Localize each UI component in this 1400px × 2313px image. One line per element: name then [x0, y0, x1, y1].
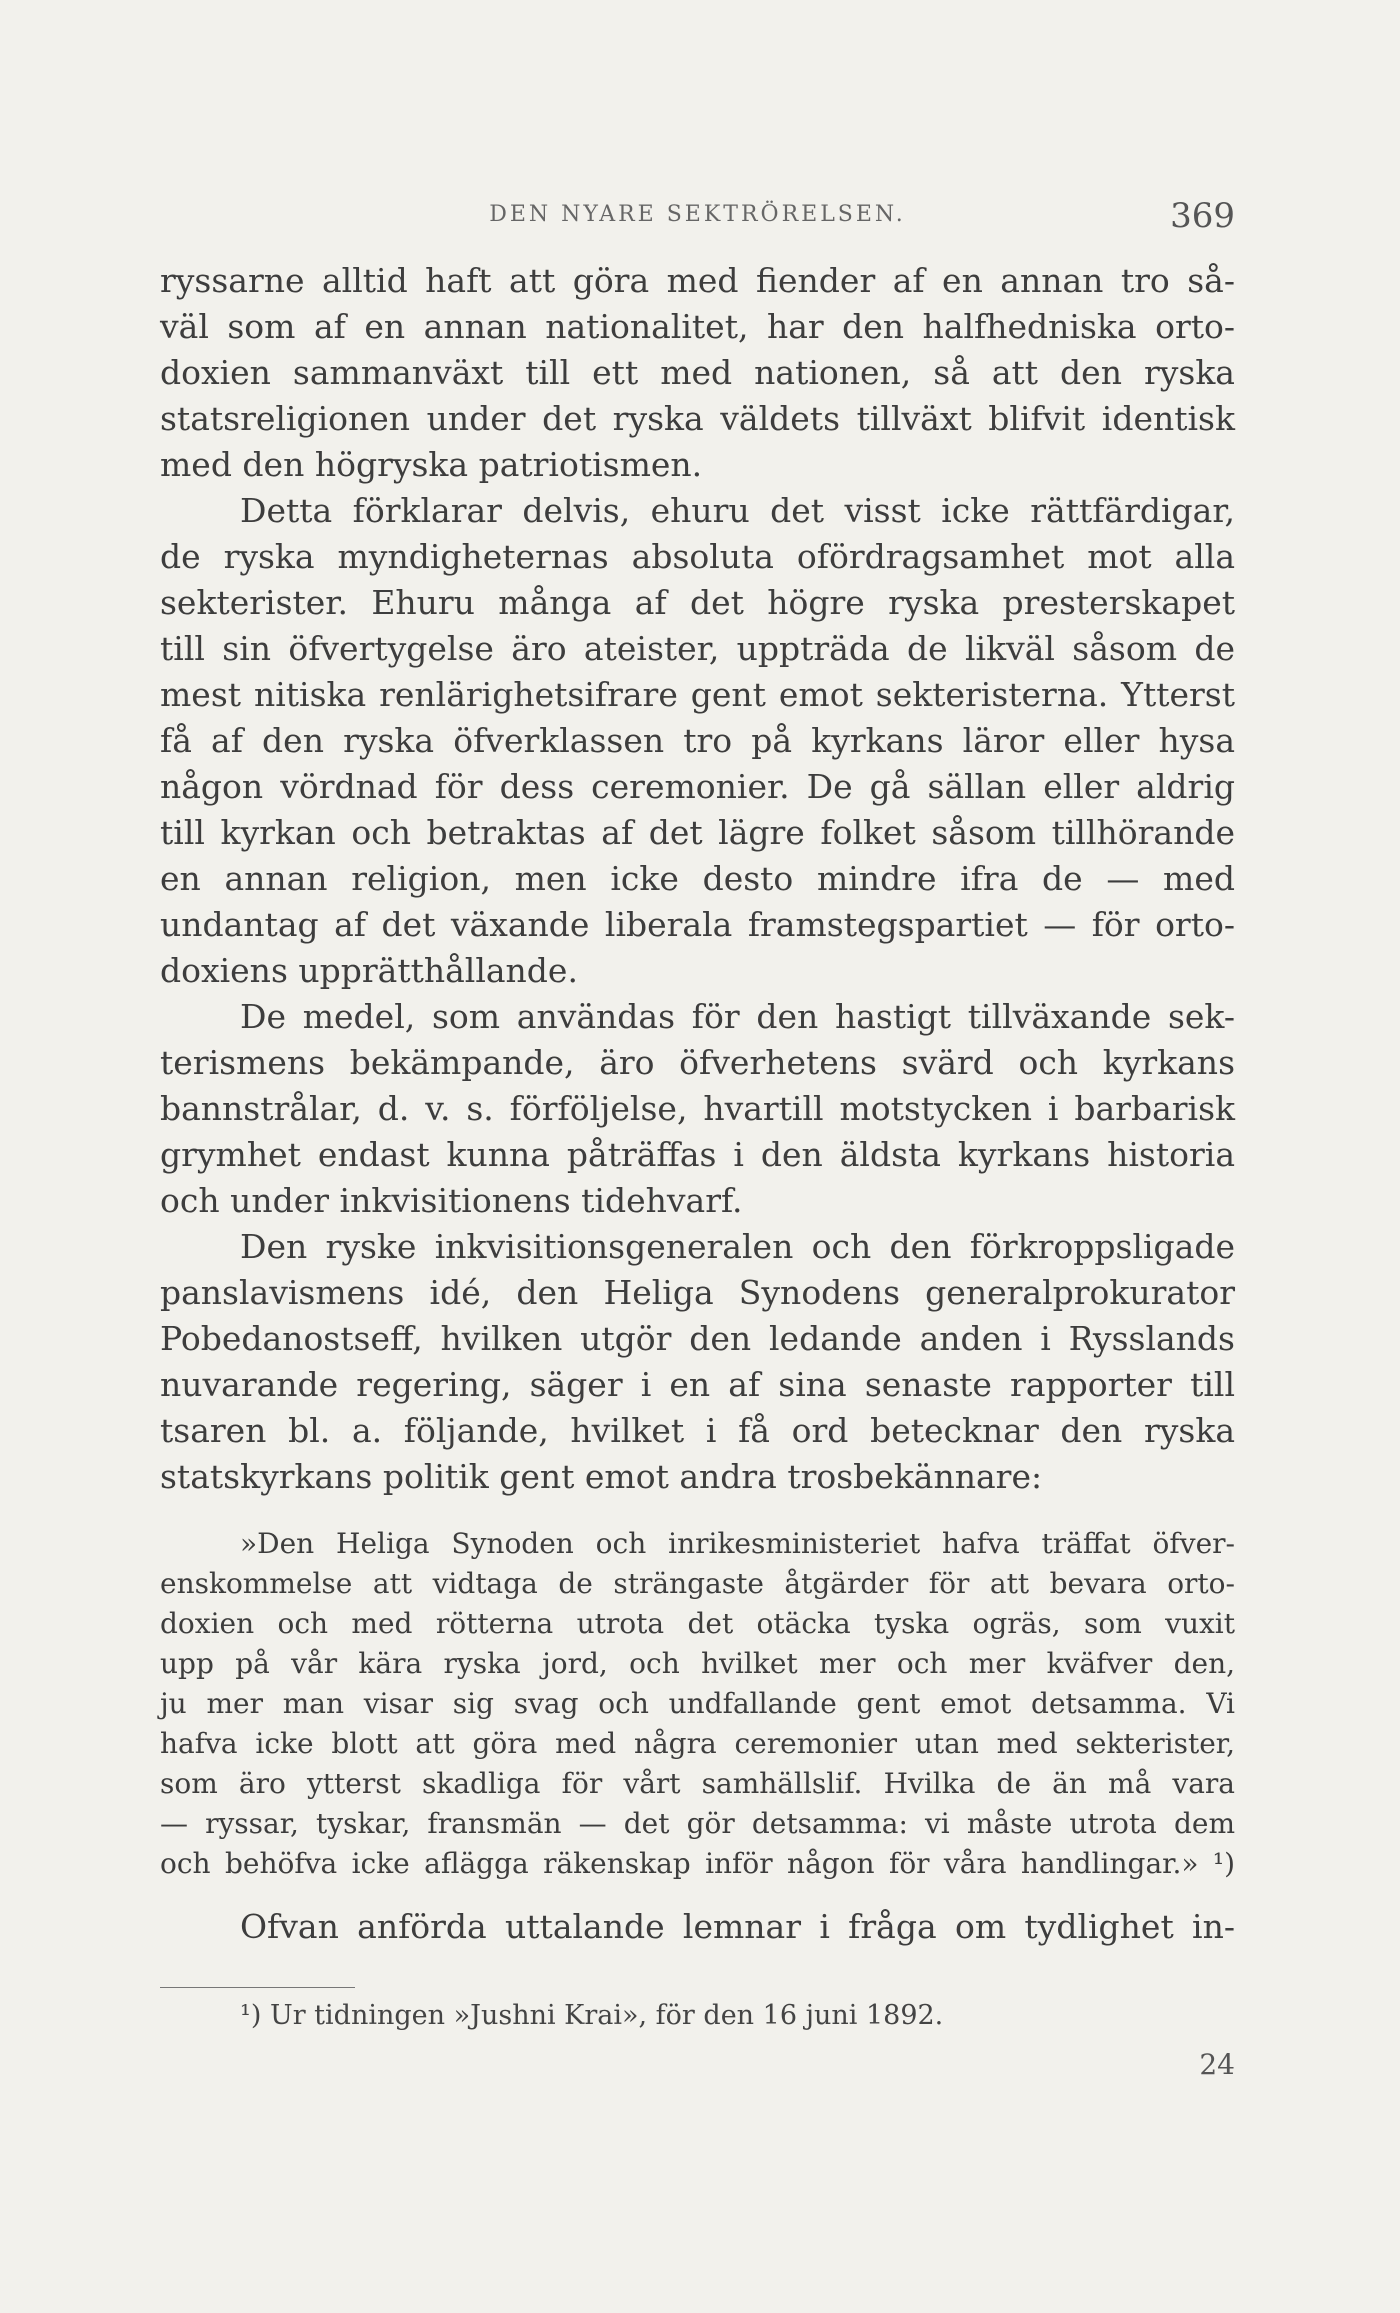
text-line: »Den Heliga Synoden och inrikesministeriet hafva träffat öfver- [240, 1527, 1235, 1560]
text-line: sekterister. Ehuru många af det högre ryska presterskapet [160, 583, 1235, 622]
text-line: De medel, som användas för den hastigt tillväxande sek- [240, 997, 1235, 1036]
text-line: Detta förklarar delvis, ehuru det visst icke rättfärdigar, [240, 491, 1235, 530]
text-line: mest nitiska renlärighetsifrare gent emot sekteristerna. Ytterst [160, 675, 1235, 714]
text-line: och behöfva icke aflägga räkenskap inför någon för våra handlingar.» ¹) [160, 1847, 1235, 1880]
text-line: till sin öfvertygelse äro ateister, uppträda de likväl såsom de [160, 629, 1235, 668]
text-line: de ryska myndigheternas absoluta ofördragsamhet mot alla [160, 537, 1235, 576]
footnote: ¹) Ur tidningen »Jushni Krai», för den 16 juni 1892. [240, 2000, 944, 2031]
continuation-paragraph [160, 1904, 1235, 1950]
block-quote [160, 1524, 1235, 1884]
text-line: upp på vår kära ryska jord, och hvilket mer och mer kväfver den, [160, 1647, 1235, 1680]
text-line: undantag af det växande liberala framstegspartiet — för orto- [160, 905, 1235, 944]
text-line: statsreligionen under det ryska väldets tillväxt blifvit identisk [160, 399, 1235, 438]
page-number: 369 [1170, 196, 1235, 236]
text-line: ju mer man visar sig svag och undfallande gent emot detsamma. Vi [160, 1687, 1235, 1720]
signature-mark: 24 [1199, 2048, 1235, 2081]
text-line: väl som af en annan nationalitet, har den halfhedniska orto- [160, 307, 1235, 346]
text-line: och under inkvisitionens tidehvarf. [160, 1181, 743, 1220]
running-title: DEN NYARE SEKTRÖRELSEN. [489, 202, 906, 227]
text-line: få af den ryska öfverklassen tro på kyrkans läror eller hysa [160, 721, 1235, 760]
main-paragraphs [160, 258, 1235, 1500]
text-line: Den ryske inkvisitionsgeneralen och den förkroppsligade [240, 1227, 1235, 1266]
text-line: med den högryska patriotismen. [160, 445, 703, 484]
text-line: Pobedanostseff, hvilken utgör den ledande anden i Rysslands [160, 1319, 1235, 1358]
text-line: Ofvan anförda uttalande lemnar i fråga om tydlighet in- [240, 1907, 1235, 1946]
body-text [160, 258, 1235, 1950]
text-line: doxiens upprätthållande. [160, 951, 578, 990]
text-line: terismens bekämpande, äro öfverhetens svärd och kyrkans [160, 1043, 1235, 1082]
text-line: panslavismens idé, den Heliga Synodens generalprokurator [160, 1273, 1235, 1312]
text-line: bannstrålar, d. v. s. förföljelse, hvartill motstycken i barbarisk [160, 1089, 1235, 1128]
text-line: hafva icke blott att göra med några ceremonier utan med sekterister, [160, 1727, 1235, 1760]
text-line: tsaren bl. a. följande, hvilket i få ord betecknar den ryska [160, 1411, 1235, 1450]
footnote-rule [160, 1987, 355, 1988]
text-line: nuvarande regering, säger i en af sina senaste rapporter till [160, 1365, 1235, 1404]
text-line: statskyrkans politik gent emot andra trosbekännare: [160, 1457, 1043, 1496]
text-line: grymhet endast kunna påträffas i den äldsta kyrkans historia [160, 1135, 1235, 1174]
text-line: doxien sammanväxt till ett med nationen, så att den ryska [160, 353, 1235, 392]
text-line: någon vördnad för dess ceremonier. De gå sällan eller aldrig [160, 767, 1235, 806]
text-line: enskommelse att vidtaga de strängaste åtgärder för att bevara orto- [160, 1567, 1235, 1600]
text-line: ryssarne alltid haft att göra med fiender af en annan tro så- [160, 261, 1235, 300]
text-line: som äro ytterst skadliga för vårt samhällslif. Hvilka de än må vara [160, 1767, 1235, 1800]
running-header [160, 196, 1235, 236]
text-line: en annan religion, men icke desto mindre ifra de — med [160, 859, 1235, 898]
text-line: till kyrkan och betraktas af det lägre folket såsom tillhörande [160, 813, 1235, 852]
text-line: doxien och med rötterna utrota det otäcka tyska ogräs, som vuxit [160, 1607, 1235, 1640]
text-line: — ryssar, tyskar, fransmän — det gör detsamma: vi måste utrota dem [160, 1807, 1235, 1840]
